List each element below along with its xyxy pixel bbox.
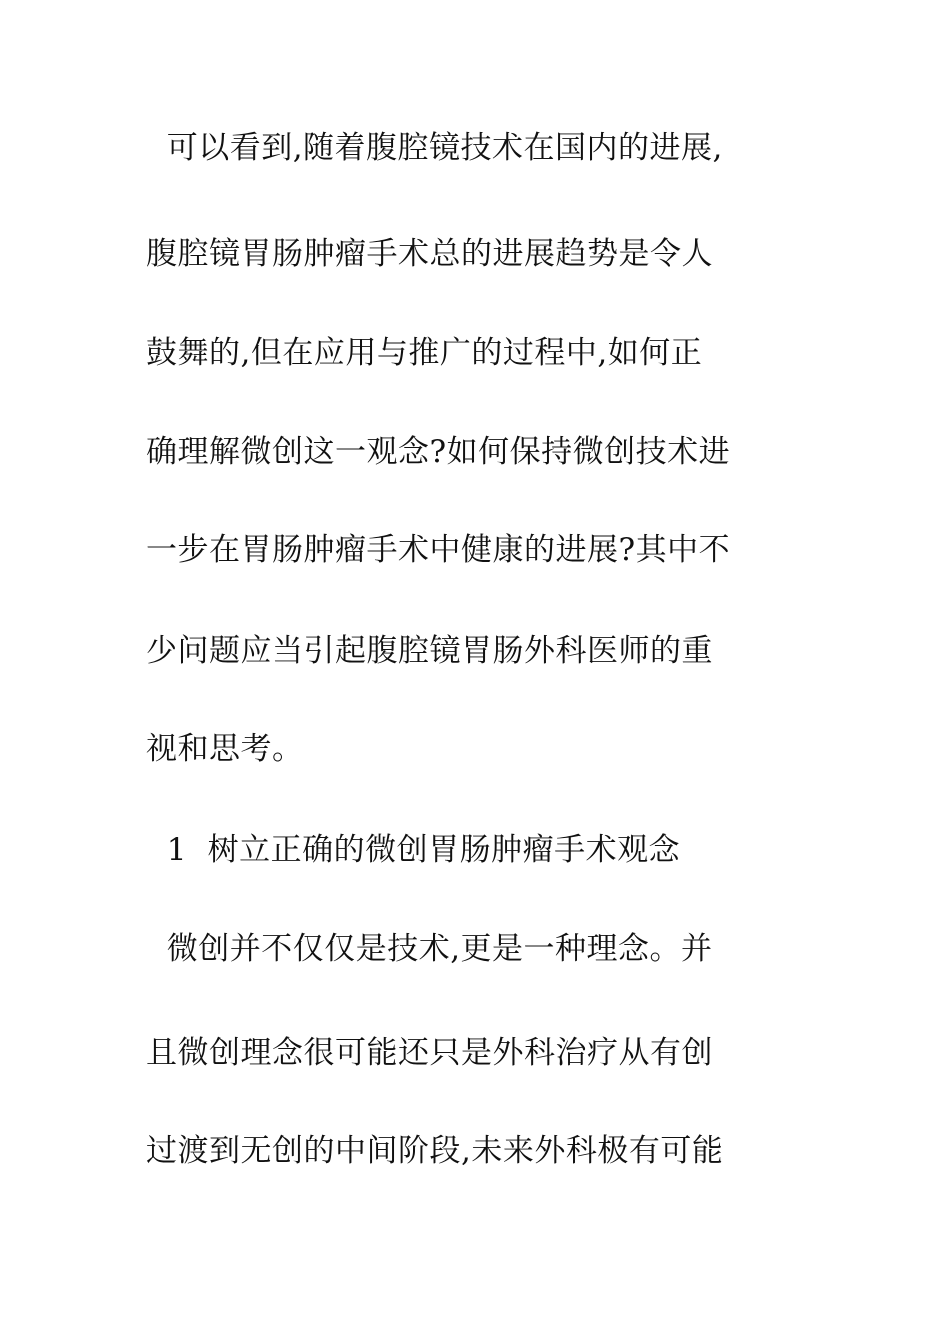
paragraph-line: 少问题应当引起腹腔镜胃肠外科医师的重 bbox=[146, 633, 713, 669]
paragraph-line: 可以看到,随着腹腔镜技术在国内的进展, bbox=[146, 130, 723, 166]
paragraph-line: 微创并不仅仅是技术,更是一种理念。并 bbox=[146, 931, 713, 967]
paragraph-line: 一步在胃肠肿瘤手术中健康的进展?其中不 bbox=[146, 532, 731, 568]
paragraph-line: 鼓舞的,但在应用与推广的过程中,如何正 bbox=[146, 335, 703, 371]
section-heading: 1 树立正确的微创胃肠肿瘤手术观念 bbox=[146, 832, 681, 868]
paragraph-line: 且微创理念很可能还只是外科治疗从有创 bbox=[146, 1035, 713, 1071]
paragraph-line: 视和思考。 bbox=[146, 731, 304, 767]
paragraph-line: 过渡到无创的中间阶段,未来外科极有可能 bbox=[146, 1133, 724, 1169]
paragraph-line: 腹腔镜胃肠肿瘤手术总的进展趋势是令人 bbox=[146, 236, 713, 272]
paragraph-line: 确理解微创这一观念?如何保持微创技术进 bbox=[146, 434, 731, 470]
